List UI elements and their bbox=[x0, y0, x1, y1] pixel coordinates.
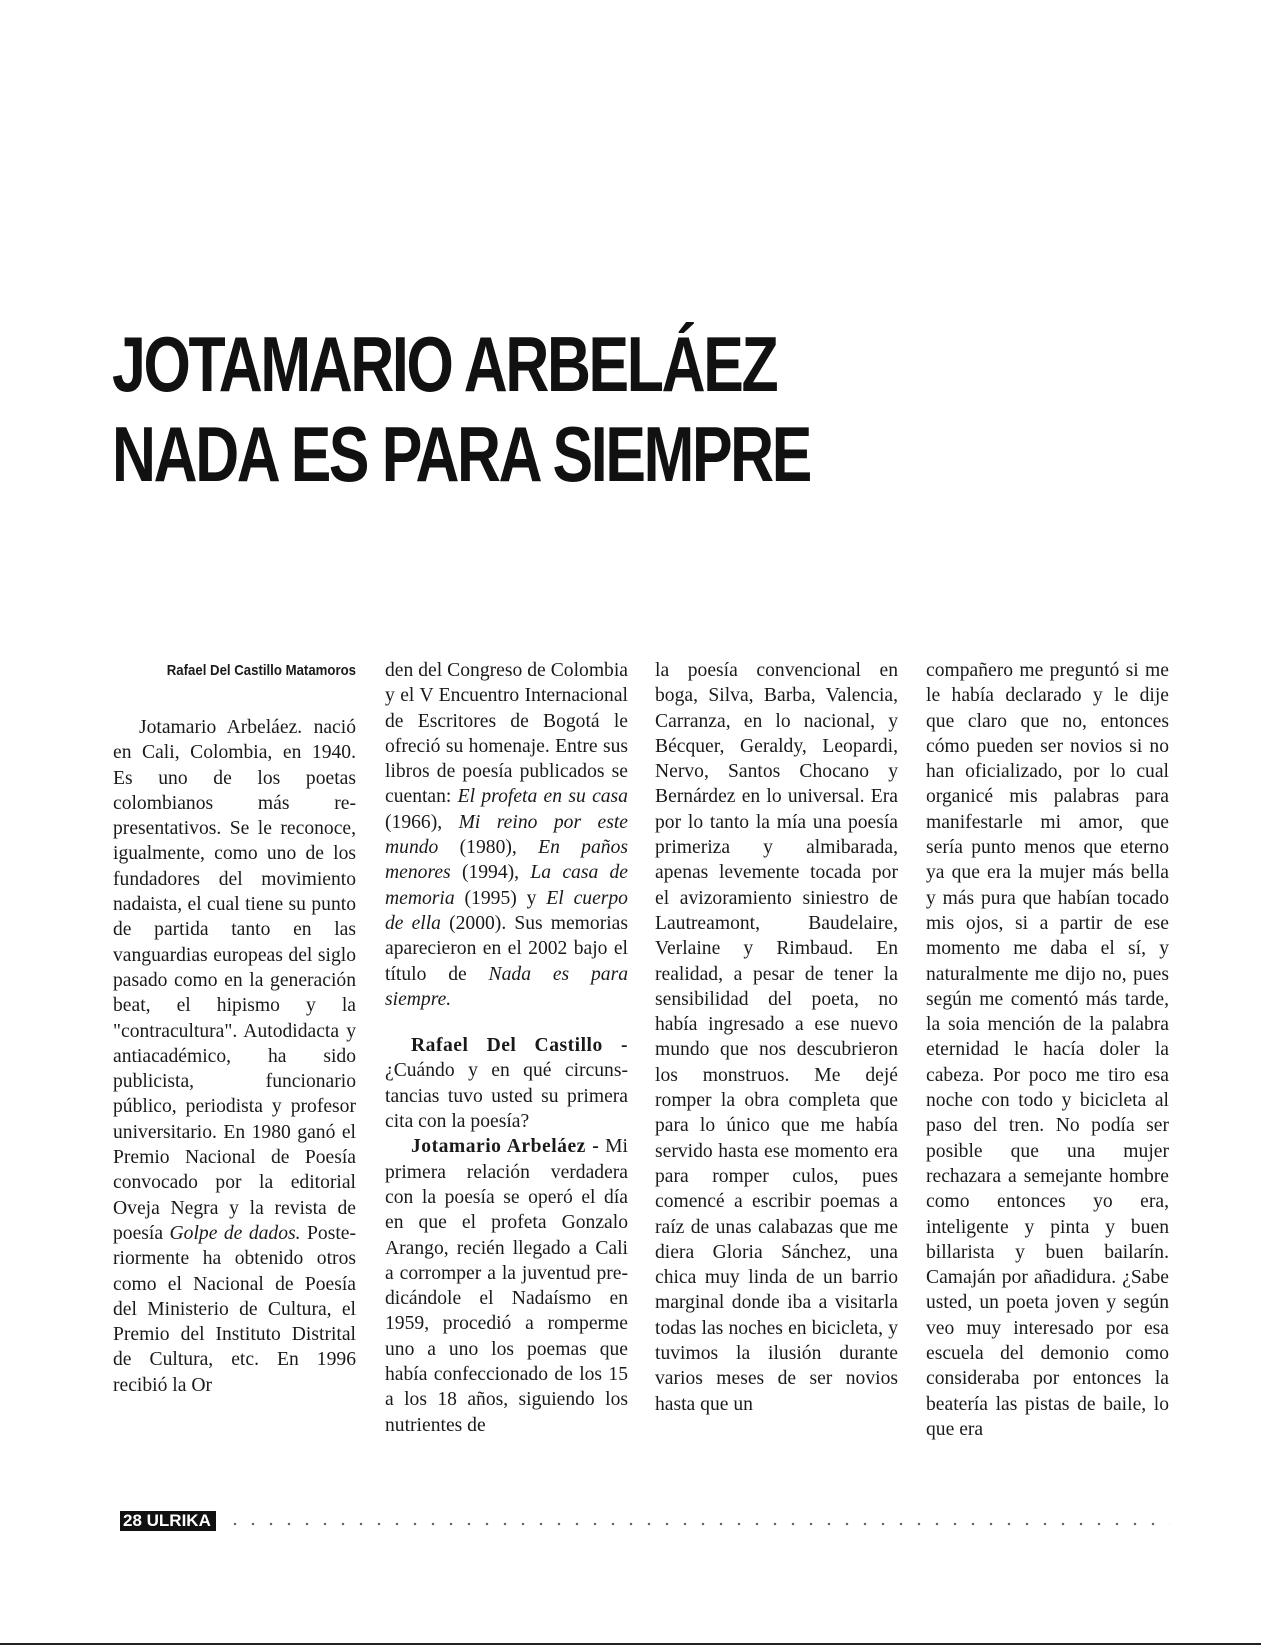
bio-text: (1980), bbox=[438, 837, 539, 859]
answer-paragraph-cont: compañero me preguntó si me le había declarado y le dije que claro que no, entonces cómo pueden ser novios si no han oficializado, por lo cual organicé mis palabras para manifestarle mi amor, que sería punto menos que eterno ya que era la mujer más bella y más pura que habían tocado mis ojos, si a partir de ese momento me daba el sí, y naturalmente me dijo no, pues según me comentó más tarde, la soia mención de la palabra eternidad le hacía doler la cabeza. Por poco me tiro esa noche con todo y bicicleta al paso del tren. No podía ser posible que una mujer rechazara a semejante hombre como entonces yo era, inteligente y pinta y buen billarista y buen bailarín. Camaján por añadidura. ¿Sabe usted, un poeta joven y según veo muy interesado por esa escuela del demonio como consideraba por entonces la beatería las pistas de baile, lo que era bbox=[926, 660, 1169, 1440]
bio-text: Jotamario Arbeláez. nació en Cali, Colombia, en 1940. Es uno de los poetas colombianos más representativos. Se le reconoce, igualmente, como uno de los fundadores del movimiento nadaista, el cual tiene su punto de partida tanto en las vanguardias europeas del siglo pasado como en la generación beat, el hipismo y la "contracultura". Autodidacta y antiacadémico, ha sido publicista, funcionario público, periodista y profesor universitario. En 1980 ganó el Premio Nacional de Poesía convocado por la editorial Oveja Negra y la revista de poesía bbox=[113, 717, 356, 1244]
book-title: Nada es para siempre. bbox=[385, 963, 628, 1010]
book-title: El profeta en su casa bbox=[457, 786, 628, 808]
bio-paragraph-cont bbox=[385, 658, 628, 1012]
text-column-3 bbox=[655, 658, 898, 1417]
byline: Rafael Del Castillo Matamoros bbox=[166, 662, 356, 679]
bio-text: (1995) y bbox=[454, 887, 547, 909]
article-title-line-2: NADA ES PARA SIEMPRE bbox=[112, 410, 811, 498]
bio-text: (2000). Sus memorias aparecieron en el 2002 bajo el título de bbox=[385, 912, 628, 985]
interview-answer bbox=[385, 1134, 628, 1438]
book-title: En paños menores bbox=[385, 837, 628, 884]
interviewee-name: Jotamario Arbeláez - bbox=[411, 1136, 600, 1158]
magazine-title: Golpe de dados. bbox=[169, 1222, 301, 1244]
bio-text: (1994), bbox=[450, 862, 531, 884]
page-footer bbox=[120, 1510, 1170, 1532]
interviewer-name: Rafael Del Castillo - bbox=[411, 1035, 628, 1057]
text-column-4 bbox=[926, 658, 1169, 1442]
author-bio-paragraph bbox=[113, 715, 356, 1398]
scan-edge-line bbox=[0, 1643, 1261, 1645]
text-column-2 bbox=[385, 658, 628, 1438]
folio-badge: 28 ULRIKA bbox=[120, 1511, 216, 1531]
book-title: Mi reino por este mundo bbox=[385, 811, 628, 859]
book-title: El cuerpo de ella bbox=[385, 887, 628, 934]
bio-text: (1966), bbox=[385, 811, 459, 833]
book-title: La casa de memoria bbox=[385, 862, 629, 909]
interview-question bbox=[385, 1033, 628, 1134]
dotted-rule bbox=[226, 1522, 1170, 1526]
bio-text-cont: Posteriormente ha obtenido otros como el Nacional de Poesía del Ministerio de Cultura, el Premio del Instituto Distrital de Cultura, etc. En 1996 recibió la Or bbox=[113, 1222, 356, 1396]
question-text: ¿Cuándo y en qué circunstancias tuvo usted su primera cita con la poesía? bbox=[385, 1060, 628, 1133]
bio-text: den del Congreso de Colombia y el V Encuentro Internacional de Escritores de Bogotá le ofreció su homenaje. Entre sus libros de poesía publicados se cuentan: bbox=[385, 660, 628, 808]
article-title-line-1: JOTAMARIO ARBELÁEZ bbox=[112, 320, 777, 408]
answer-paragraph-cont: la poesía convencional en boga, Silva, Barba, Valencia, Carranza, en lo nacional, y Bécquer, Geraldy, Leopardi, Nervo, Santos Chocano y Bernárdez en lo universal. Era por lo tanto la mía una poesía primeriza y almibarada, apenas levemente tocada por el avizoramiento siniestro de Lautreamont, Baudelaire, Verlaine y Rimbaud. En realidad, a pesar de tener la sensibilidad del poeta, no había ingresado a ese nuevo mundo que nos descubrieron los monstruos. Me dejé romper la obra completa que para lo único que me había servido hasta ese momento era para romper culos, pues comencé a escribir poemas a raíz de unas calabazas que me diera Gloria Sánchez, una chica muy linda de un barrio marginal donde iba a visitarla todas las noches en bicicleta, y tuvimos la ilusión durante varios meses de ser novios hasta que un bbox=[655, 660, 898, 1415]
text-column-1 bbox=[113, 658, 356, 1398]
answer-text: Mi primera relación verdadera con la poesía se operó el día en que el profeta Gonzalo Arango, recién llegado a Cali a corromper a la juventud predicándole el Nadaísmo en 1959, procedió a romperme uno a uno los poemas que había confeccionado de los 15 a los 18 años, siguiendo los nutrientes de bbox=[385, 1136, 628, 1436]
